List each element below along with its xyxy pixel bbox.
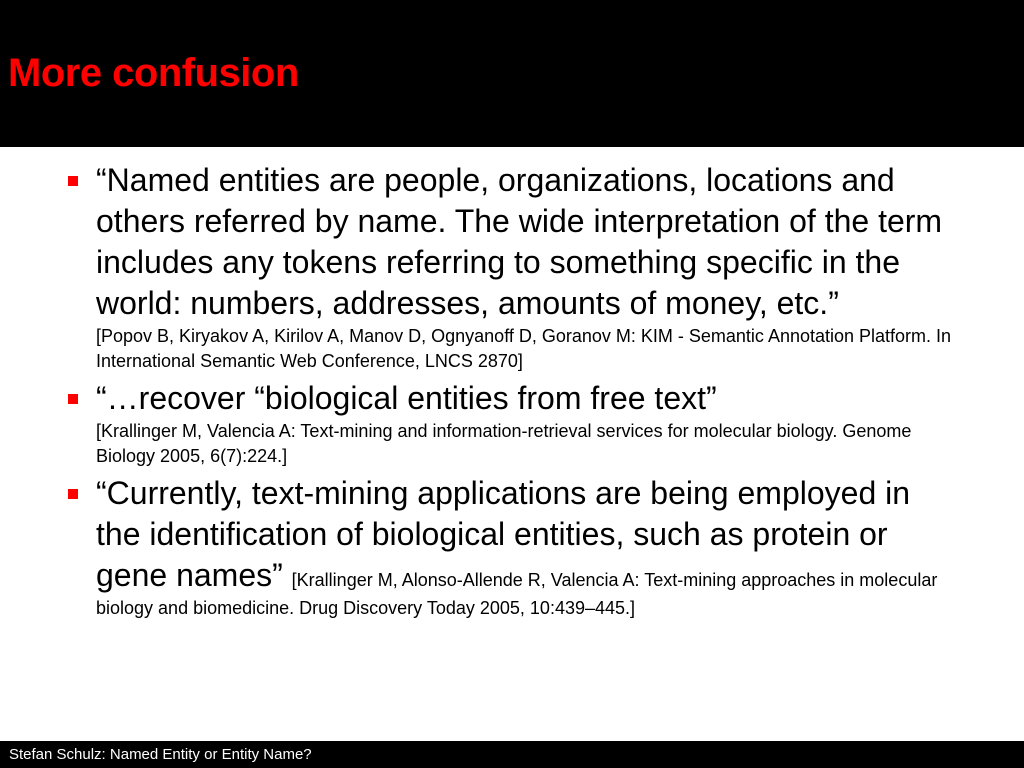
bullet-quote: “Currently, text-mining applications are being employed in the identification of biological entities, such as protein or gene names”	[96, 475, 911, 593]
slide-content	[62, 160, 962, 625]
bullet-body	[96, 473, 962, 621]
slide-header	[0, 0, 1024, 147]
footer-text: Stefan Schulz: Named Entity or Entity Name?	[9, 746, 312, 763]
slide-footer	[0, 741, 1024, 768]
bullet-item	[62, 378, 962, 469]
bullet-citation: [Krallinger M, Alonso-Allende R, Valencia A: Text-mining approaches in molecular biology and biomedicine. Drug Discovery Today 2005, 10:439–445.]	[96, 570, 938, 618]
bullet-item	[62, 473, 962, 621]
bullet-quote: “…recover “biological entities from free text”	[96, 380, 717, 416]
slide-title: More confusion	[8, 51, 299, 95]
square-bullet-icon	[68, 394, 78, 404]
bullet-item	[62, 160, 962, 374]
square-bullet-icon	[68, 176, 78, 186]
bullet-citation: [Popov B, Kiryakov A, Kirilov A, Manov D, Ognyanoff D, Goranov M: KIM - Semantic Annotation Platform. In International Semantic Web Conference, LNCS 2870]	[96, 326, 952, 371]
bullet-citation: [Krallinger M, Valencia A: Text-mining and information-retrieval services for molecular biology. Genome Biology 2005, 6(7):224.]	[96, 421, 912, 466]
bullet-quote: “Named entities are people, organizations, locations and others referred by name. The wide interpretation of the term includes any tokens referring to something specific in the world: numbers, addresses, amounts of money, etc.”	[96, 162, 943, 321]
square-bullet-icon	[68, 489, 78, 499]
